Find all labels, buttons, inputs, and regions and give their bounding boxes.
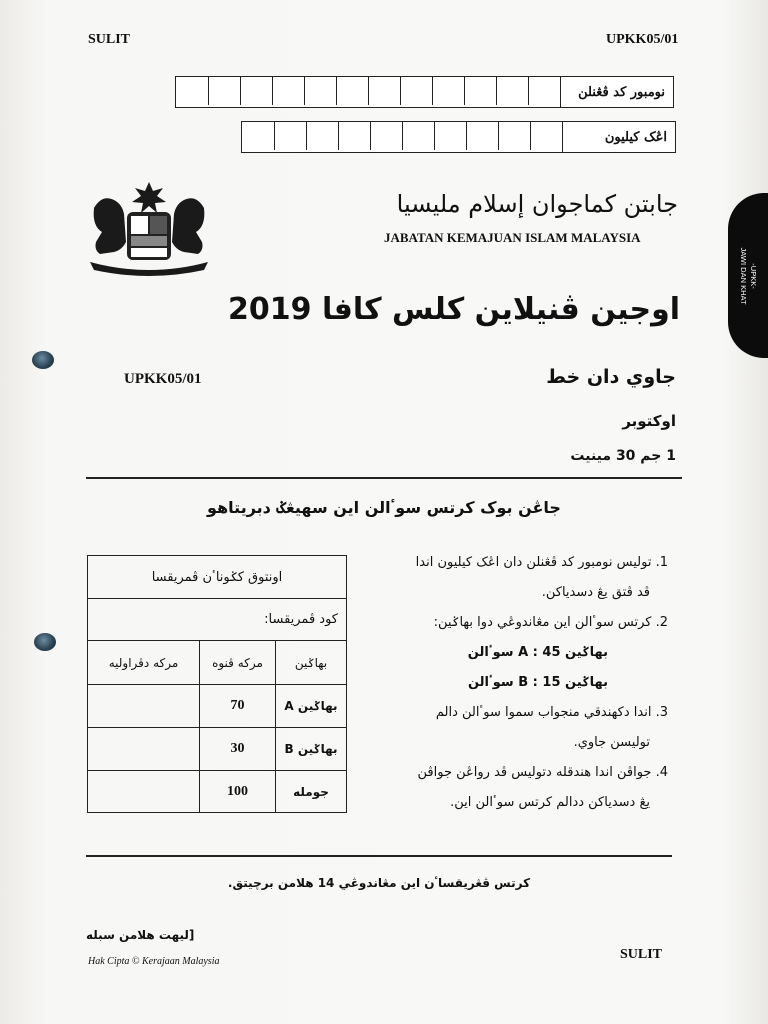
agency-name-jawi: جابتن كماجوان إسلام مليسيا (396, 190, 678, 218)
header-marks-obtained: مركه دڤراوليه (88, 641, 200, 685)
punch-hole (34, 633, 56, 651)
side-tab-line2: JAWI DAN KHAT (739, 246, 748, 305)
digit-box[interactable] (208, 77, 240, 105)
digit-box[interactable] (464, 77, 496, 105)
digit-box[interactable] (336, 77, 368, 105)
coat-of-arms-logo (84, 178, 214, 276)
part-a-count: بهاݢين A : 45 سوٴالن (467, 645, 608, 660)
digit-box[interactable] (402, 122, 434, 150)
class-number-field[interactable] (241, 121, 676, 153)
row-full-marks: 70 (200, 685, 276, 728)
digit-box[interactable] (530, 122, 562, 150)
header-paper-code: UPKK05/01 (606, 32, 679, 47)
digit-box[interactable] (400, 77, 432, 105)
digit-box[interactable] (370, 122, 402, 150)
row-marks-obtained[interactable] (88, 685, 200, 728)
divider-top (86, 477, 682, 479)
exam-month: اوكتوبر (622, 412, 676, 430)
instruction-3: 3. اندا دكهندقي منجواب سموا سوٴالن دالم (435, 705, 668, 720)
paper-code: UPKK05/01 (124, 371, 202, 387)
digit-box[interactable] (498, 122, 530, 150)
row-total-obtained[interactable] (88, 771, 200, 813)
digit-box[interactable] (432, 77, 464, 105)
examiner-code-field[interactable]: كود ڤمريقسا: (88, 599, 347, 641)
punch-hole (32, 351, 54, 369)
digit-box[interactable] (306, 122, 338, 150)
candidate-number-field[interactable] (175, 76, 674, 108)
class-number-label: اڠک كيليون (562, 122, 675, 152)
side-tab-label (738, 247, 758, 304)
page-count-note: كرتس ڤڠريقساٴن اين مڠاندوڠي 14 هلامن برچيتق. (227, 876, 531, 890)
agency-name: JABATAN KEMAJUAN ISLAM MALAYSIA (384, 230, 641, 245)
instructions-list (350, 548, 668, 818)
digit-box[interactable] (528, 77, 560, 105)
row-full-marks: 30 (200, 728, 276, 771)
side-tab-line1: -UPKK- (749, 262, 758, 289)
candidate-number-label: نومبور كد ڤڠنلن (560, 77, 673, 107)
digit-box[interactable] (368, 77, 400, 105)
instruction-4: 4. جواڤن اندا هندقله دتوليس ڤد رواڠن جواڤن (417, 765, 668, 780)
instruction-2: 2. كرتس سوٴالن اين مڠاندوڠي دوا بهاݢين: (433, 615, 668, 630)
row-total-full: 100 (200, 771, 276, 813)
part-b-count: بهاݢين B : 15 سوٴالن (467, 675, 608, 690)
digit-box[interactable] (496, 77, 528, 105)
instruction-1: 1. توليس نومبور كد ڤڠنلن دان اڠک كيليون اندا (415, 555, 668, 570)
footer-sulit: SULIT (620, 947, 663, 962)
row-marks-obtained[interactable] (88, 728, 200, 771)
copyright-note: Hak Cipta © Kerajaan Malaysia (88, 956, 220, 967)
instruction-1-cont: ڤد ڤتق يڠ دسدياكن. (541, 585, 650, 600)
digit-box[interactable] (304, 77, 336, 105)
header-sulit: SULIT (88, 32, 131, 47)
exam-duration: 1 جم 30 مينيت (570, 448, 676, 464)
table-row (88, 771, 347, 813)
row-part: بهاݢين A (276, 685, 347, 728)
digit-box[interactable] (240, 77, 272, 105)
digit-box[interactable] (242, 122, 274, 150)
examiner-marks-table (87, 555, 347, 813)
table-row (88, 685, 347, 728)
instruction-4-cont: يڠ دسدياكن ددالم كرتس سوٴالن اين. (450, 795, 650, 810)
header-full-marks: مركه ڤنوه (200, 641, 276, 685)
see-next-page-note: [ليهت هلامن سبله (86, 928, 195, 942)
divider-bottom (86, 855, 672, 857)
do-not-open-notice: جاڠن بوک كرتس سوٴالن اين سهيڠݢ دبريتاهو (207, 498, 561, 517)
digit-box[interactable] (434, 122, 466, 150)
row-part: بهاݢين B (276, 728, 347, 771)
subject-side-tab (728, 193, 768, 358)
digit-box[interactable] (466, 122, 498, 150)
examiner-use-heading: اونتوق كݢوناٴن ڤمريقسا (88, 556, 347, 599)
subject-name: جاوي دان خط (546, 366, 676, 388)
digit-box[interactable] (176, 77, 208, 105)
instruction-3-cont: توليسن جاوي. (573, 735, 650, 750)
row-total-label: جومله (276, 771, 347, 813)
header-part: بهاݢين (276, 641, 347, 685)
exam-title: اوجين ڤنيلاين كلس كافا 2019 (228, 292, 680, 327)
digit-box[interactable] (272, 77, 304, 105)
digit-box[interactable] (274, 122, 306, 150)
table-row (88, 728, 347, 771)
digit-box[interactable] (338, 122, 370, 150)
